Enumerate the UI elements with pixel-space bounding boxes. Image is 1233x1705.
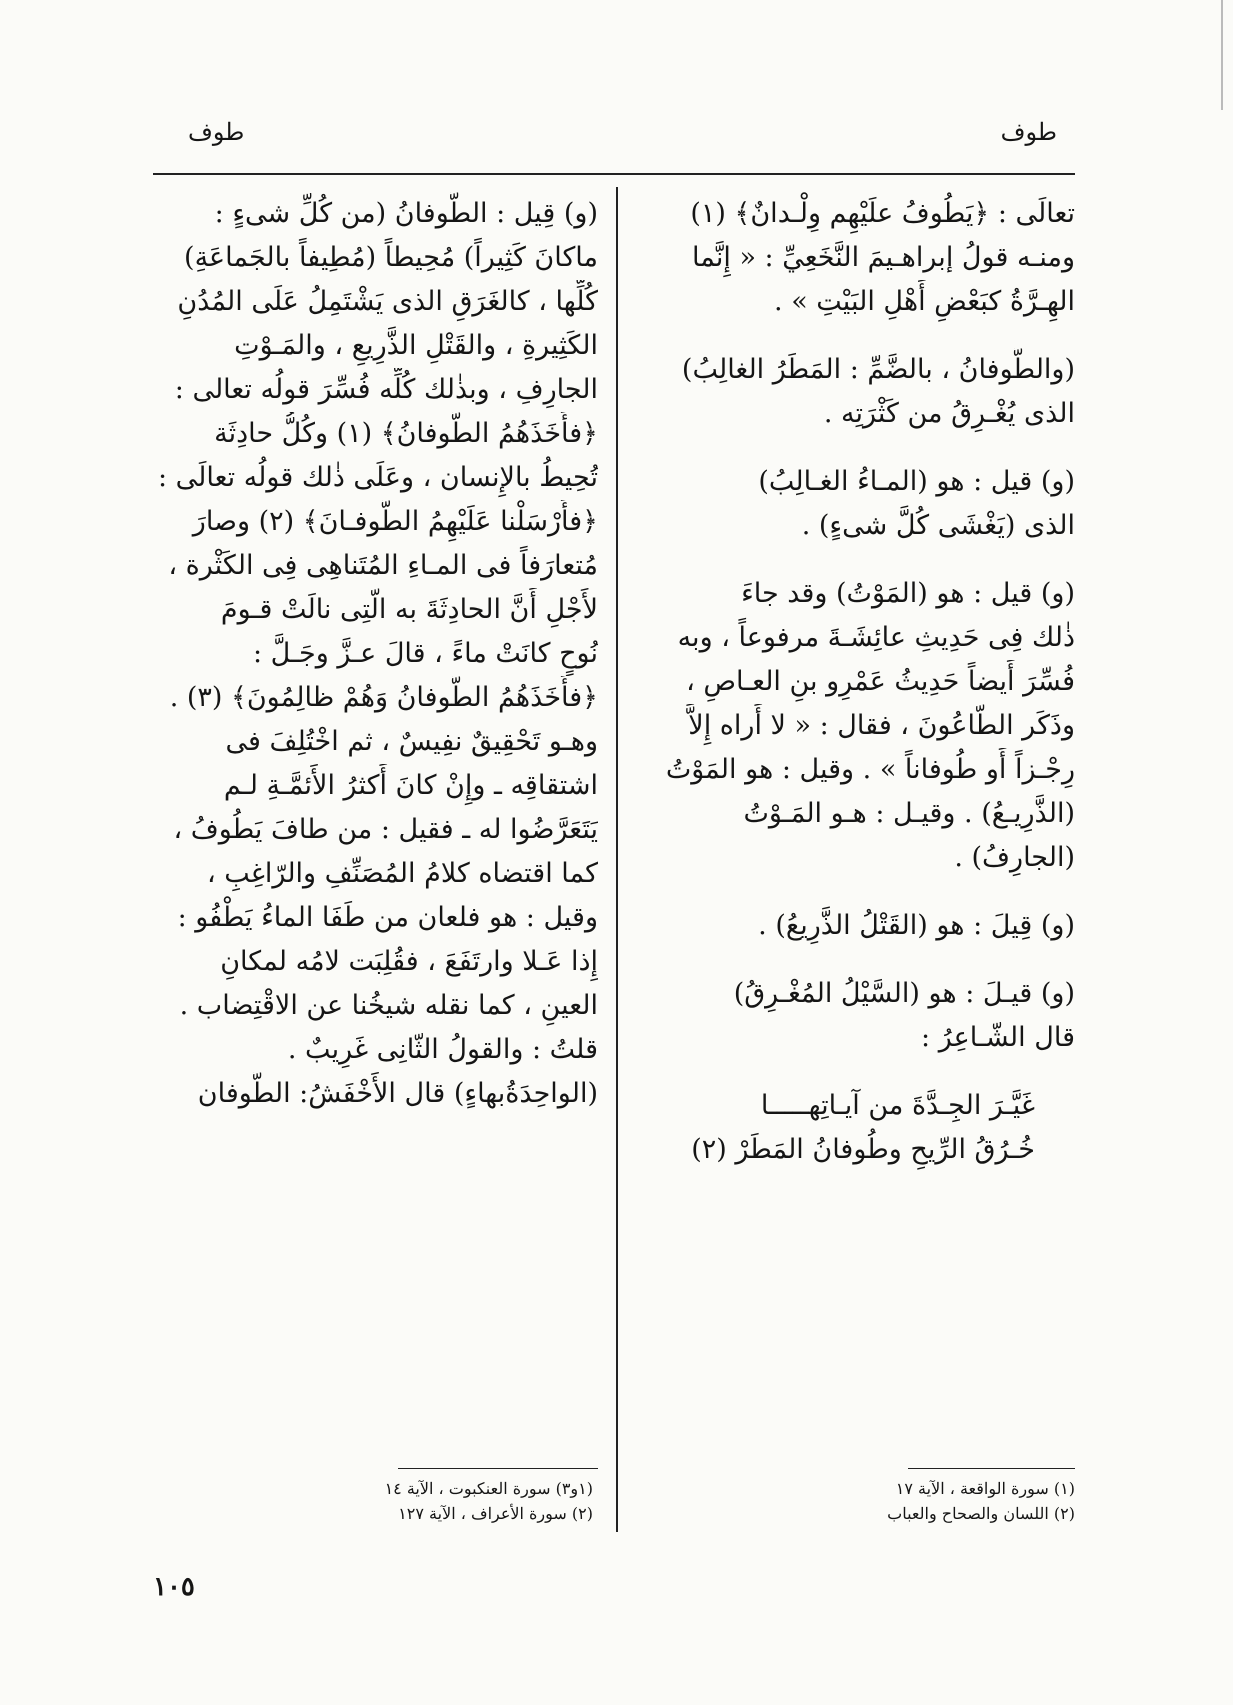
footnote: (١) سورة الواقعة ، الآية ١٧: [895, 1479, 1075, 1498]
running-head-right: طوف: [1000, 118, 1057, 146]
paragraph-gap: [638, 948, 1075, 972]
footnote: (٢) اللسان والصحاح والعباب: [887, 1504, 1075, 1523]
text-line: (و) قيل : هو (المَوْتُ) وقد جاءَ: [741, 578, 1075, 609]
footnotes-right: [655, 1476, 1075, 1526]
text-line: ماكانَ كَثِيراً) مُحِيطاً (مُطِيفاً بالجَماعَةِ): [184, 242, 598, 273]
text-line: كما اقتضاه كلامُ المُصَنِّفِ والرّاغِبِ ،: [207, 858, 598, 889]
text-line: نُوحٍ كانَتْ ماءً ، قالَ عـزَّ وجَـلَّ :: [252, 638, 598, 669]
text-line: وذَكَر الطّاعُونَ ، فقال : « لا أَراه إِلاَّ: [688, 710, 1075, 741]
running-head-left: طوف: [188, 118, 245, 146]
text-line: (والطُّوفانُ ، بالضَّمِّ : المَطَرُ الغالِبُ): [681, 354, 1075, 385]
text-line: يَتَعَرَّضُوا له ـ فقيل : من طافَ يَطُوفُ ،: [173, 814, 598, 845]
footnote: (٢) سورة الأعراف ، الآية ١٢٧: [398, 1504, 593, 1523]
text-line: قلتُ : والقولُ الثّانِى غَرِيبٌ .: [287, 1034, 598, 1065]
text-line: ﴿فأَرْسَلْنا عَلَيْهِمُ الطُّوفـانَ﴾ (٢) وصارَ: [192, 506, 598, 537]
text-line: (و) قيل : هو (المـاءُ الغـالِبُ): [758, 466, 1075, 497]
text-line: كُلِّها ، كالغَرَقِ الذى يَشْتَمِلُ عَلَى المُدُنِ: [177, 286, 598, 317]
text-line: تعالَى : ﴿يَطُوفُ علَيْهِم وِلْـدانٌ﴾ (١): [690, 198, 1075, 229]
text-line: الذى (يَغْشَى كُلَّ شىءٍ) .: [801, 510, 1075, 541]
text-line: وهـو تَحْقِيقٌ نفِيسٌ ، ثم اخْتُلِفَ فى: [225, 726, 598, 757]
text-line: قال الشّـاعِرُ :: [921, 1022, 1075, 1053]
paragraph-gap: [638, 548, 1075, 572]
text-line: ذٰلك فِى حَدِيثِ عائِشَـةَ مرفوعاً ، وبه: [677, 622, 1075, 653]
footnotes-left: [153, 1476, 593, 1526]
paragraph-gap: [638, 1060, 1075, 1084]
paragraph-gap: [638, 436, 1075, 460]
text-line: ﴿فأَخَذَهُمُ الطُّوفانُ وَهُمْ ظالِمُونَ﴾ (٣) .: [169, 682, 598, 713]
text-line: ومنـه قولُ إبراهـيمَ النَّخَعِيِّ : « إِنَّما: [692, 242, 1075, 273]
text-line: الذى يُغْـرِقُ من كَثْرَتِه .: [823, 398, 1075, 429]
text-line: الهِـرَّةُ كبَعْضِ أَهْلِ البَيْتِ » .: [774, 286, 1075, 317]
text-line: (الذَّرِيـعُ) . وقيـل : هـو المَـوْتُ: [743, 798, 1075, 829]
text-line: اشتقاقِه ـ وإِنْ كانَ أَكثرُ الأَئمَّـةِ لـم: [223, 770, 598, 801]
left-column: [153, 192, 598, 1116]
text-line: (الجارِفُ) .: [954, 842, 1075, 873]
header-rule: [153, 173, 1075, 175]
right-column: [638, 192, 1075, 1172]
text-line: (و) قِيلَ : هو (القَتْلُ الذَّرِيعُ) .: [758, 910, 1075, 941]
verse-line: غَيَّـرَ الجِـدَّةَ من آيـاتِهـــــا: [760, 1090, 1035, 1121]
text-line: فُسِّرَ أَيضاً حَدِيثُ عَمْرِو بنِ العـاصِ ،: [686, 666, 1075, 697]
text-line: لأَجْلِ أَنَّ الحادِثَةَ به الَّتِى نالَتْ قـومَ: [220, 594, 598, 625]
text-line: (الواحِدَةُبهاءٍ) قال الأَخْفَشُ: الطُّوفان: [197, 1078, 598, 1109]
text-line: العينِ ، كما نقله شيخُنا عن الاقْتِضاب .: [179, 990, 598, 1021]
page-number: ١٠٥: [153, 1572, 195, 1602]
text-line: وقيل : هو فلعان من طَفَا الماءُ يَطْفُو :: [177, 902, 598, 933]
text-line: تُحِيطُ بالإِنسان ، وعَلَى ذٰلك قولُه تعالَى :: [157, 462, 598, 493]
footnote-rule-right: [908, 1468, 1075, 1469]
column-divider: [616, 187, 618, 1532]
text-line: رِجْـزاً أَو طُوفاناً » . وقيل : هو المَوْتُ: [665, 754, 1075, 785]
text-line: الجارِفِ ، وبذٰلك كُلِّه فُسِّرَ قولُه تعالى :: [174, 374, 598, 405]
text-line: مُتعارَفاً فى المـاءِ المُتَناهِى فِى الكَثْرة ،: [168, 550, 598, 581]
verse-line: خُـرُقُ الرِّيحِ وطُوفانُ المَطَرْ (٢): [691, 1134, 1035, 1165]
paragraph-gap: [638, 324, 1075, 348]
text-line: ﴿فأَخَذَهُمُ الطُّوفانُ﴾ (١) وكُلُّ حادِثَة: [214, 418, 598, 449]
text-line: إِذا عَـلا وارتَفَعَ ، فقُلِبَت لامُه لمكانِ: [220, 946, 598, 977]
text-line: (و) قيـلَ : هو (السَّيْلُ المُغْـرِقُ): [733, 978, 1075, 1009]
paragraph-gap: [638, 880, 1075, 904]
text-line: الكَثِيرةِ ، والقَتْلِ الذَّرِيعِ ، والمَـوْتِ: [234, 330, 598, 361]
scan-edge-mark: [1221, 0, 1223, 110]
footnote-rule-left: [398, 1468, 598, 1469]
footnote: (١و٣) سورة العنكبوت ، الآية ١٤: [384, 1479, 593, 1498]
text-line: (و) قِيل : الطُّوفانُ (من كُلِّ شىءٍ :: [214, 198, 598, 229]
